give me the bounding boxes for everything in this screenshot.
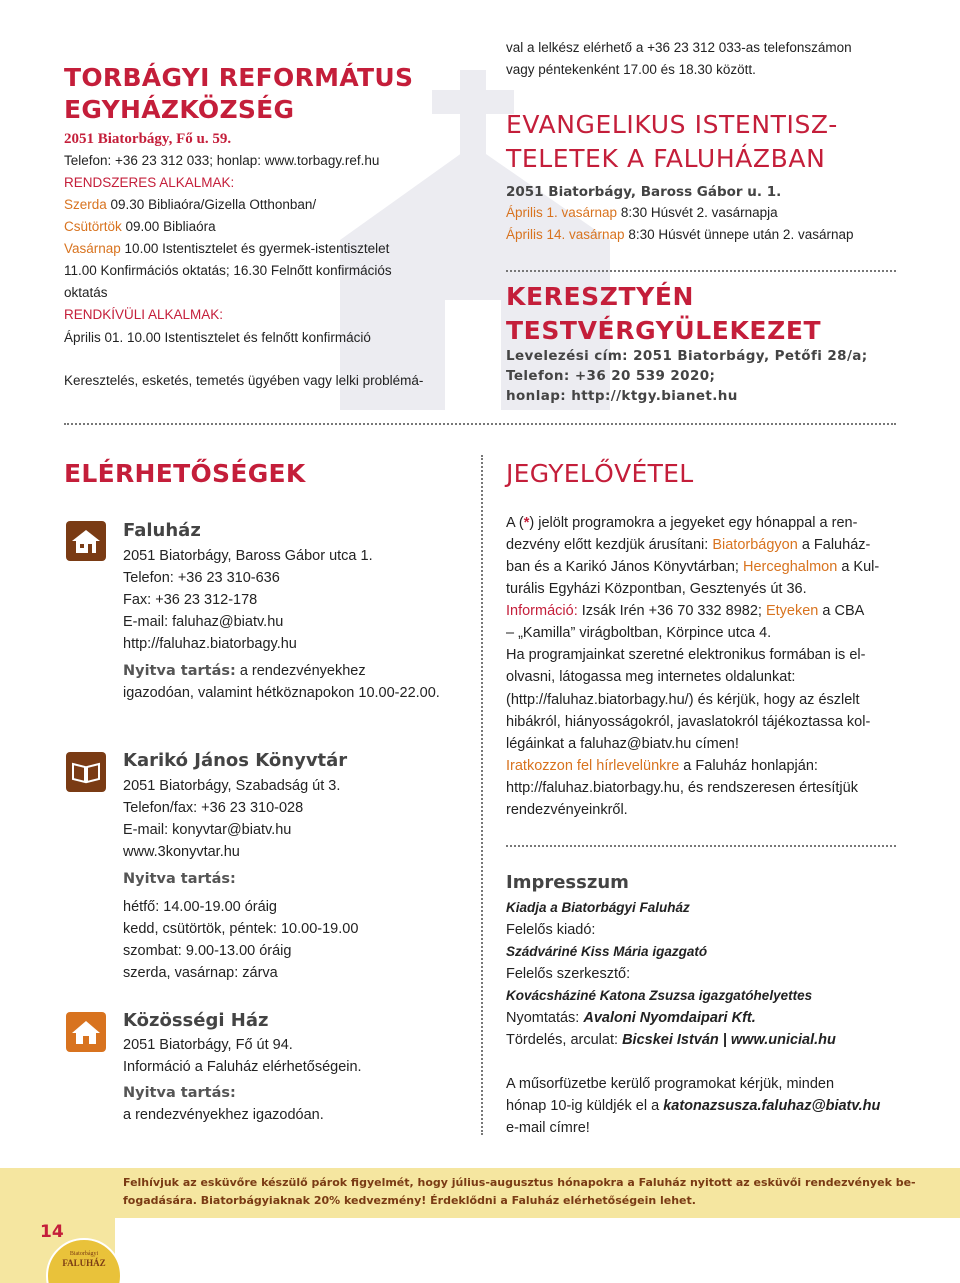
jegy-line-11: légáinkat a faluhaz@biatv.hu címen! xyxy=(506,736,739,752)
torbagyi-line-2: Csütörtök 09.00 Bibliaóra xyxy=(64,219,216,234)
torbagyi-address: 2051 Biatorbágy, Fő u. 59. xyxy=(64,131,232,147)
torbagyi-title: TORBÁGYI REFORMÁTUS EGYHÁZKÖZSÉG xyxy=(64,63,414,124)
torbagyi-line-1: Szerda 09.30 Bibliaóra/Gizella Otthonban/ xyxy=(64,197,317,212)
community-house-icon xyxy=(66,1012,106,1052)
impresszum-line-9: hónap 10-ig küldjék el a katonazsusza.faluhaz@biatv.hu xyxy=(506,1098,881,1114)
kozossegi-line-1: 2051 Biatorbágy, Fő út 94. xyxy=(123,1037,293,1053)
faluhaz-name: Faluház xyxy=(123,520,201,541)
impresszum-line-4: Felelős szerkesztő: xyxy=(506,966,631,982)
logo-top-text: Biatorbágyi xyxy=(69,1251,99,1257)
jegy-line-1: A (*) jelölt programokra a jegyeket egy hónappal a ren- xyxy=(506,515,858,531)
evangelikus-title: EVANGELIKUS ISTENTISZ- TELETEK A FALUHÁZBAN xyxy=(506,110,838,173)
jegy-line-14: rendezvényeinkről. xyxy=(506,802,628,818)
torbagyi-line-6: Április 01. 10.00 Istentisztelet és felnőtt konfirmáció xyxy=(64,330,371,345)
jegy-line-3: ban és a Karikó János Könyvtárban; Herceghalmon a Kul- xyxy=(506,559,880,575)
konyvtar-line-3: E-mail: konyvtar@biatv.hu xyxy=(123,822,292,838)
jegy-line-4: turális Egyházi Központban, Gesztenyés út 36. xyxy=(506,581,807,597)
impresszum-line-3: Szádváriné Kiss Mária igazgató xyxy=(506,944,708,959)
jegy-line-7: Ha programjainkat szeretné elektronikus formában is el- xyxy=(506,647,866,663)
divider-vertical xyxy=(481,455,483,1135)
impresszum-line-10: e-mail címre! xyxy=(506,1120,590,1136)
torbagyi-line-4: 11.00 Konfirmációs oktatás; 16.30 Felnőtt konfirmációs xyxy=(64,263,392,278)
evangelikus-row-1: Április 1. vasárnap 8:30 Húsvét 2. vasárnapja xyxy=(506,205,778,220)
keresztyen-title: KERESZTYÉN TESTVÉRGYÜLEKEZET xyxy=(506,282,822,345)
faluhaz-line-4: E-mail: faluhaz@biatv.hu xyxy=(123,614,284,630)
logo-bottom-text: FALUHÁZ xyxy=(62,1258,106,1268)
kozossegi-open-label: Nyitva tartás: xyxy=(123,1085,236,1101)
faluhaz-line-3: Fax: +36 23 312-178 xyxy=(123,592,258,608)
kozossegi-line-2: Információ a Faluház elérhetőségein. xyxy=(123,1059,362,1075)
impresszum-line-5: Kovácsháziné Katona Zsuzsa igazgatóhelyettes xyxy=(506,988,813,1003)
evangelikus-row-2: Április 14. vasárnap 8:30 Húsvét ünnepe után 2. vasárnap xyxy=(506,227,854,242)
keresztyen-line-2: Telefon: +36 20 539 2020; xyxy=(506,368,716,384)
jegy-line-5: Információ: Izsák Irén +36 70 332 8982; Etyeken a CBA xyxy=(506,603,865,619)
konyvtar-line-4: www.3konyvtar.hu xyxy=(123,844,240,860)
impresszum-title: Impresszum xyxy=(506,872,629,893)
konyvtar-line-2: Telefon/fax: +36 23 310-028 xyxy=(123,800,304,816)
jegy-line-10: hibákról, hiányosságokról, javaslatokról tájékoztassa kol- xyxy=(506,714,871,730)
torbagyi-line-5: oktatás xyxy=(64,285,108,300)
konyvtar-hours-1: hétfő: 14.00-19.00 óráig xyxy=(123,899,277,915)
impresszum-line-7: Tördelés, arculat: Bicskei István | www.unicial.hu xyxy=(506,1032,836,1048)
torbagyi-line-3: Vasárnap 10.00 Istentisztelet és gyermek-istentisztelet xyxy=(64,241,390,256)
evangelikus-address: 2051 Biatorbágy, Baross Gábor u. 1. xyxy=(506,184,782,200)
torbagyi-regular-heading: RENDSZERES ALKALMAK: xyxy=(64,175,235,190)
continued-line-1: val a lelkész elérhető a +36 23 312 033-as telefonszámon xyxy=(506,40,852,55)
divider-middle xyxy=(64,423,896,425)
torbagyi-line-7: Keresztelés, esketés, temetés ügyében vagy lelki problémá- xyxy=(64,373,424,388)
konyvtar-hours-4: szerda, vasárnap: zárva xyxy=(123,965,278,981)
konyvtar-name: Karikó János Könyvtár xyxy=(123,750,348,771)
impresszum-line-2: Felelős kiadó: xyxy=(506,922,596,938)
page-number: 14 xyxy=(40,1222,64,1242)
faluhaz-line-1: 2051 Biatorbágy, Baross Gábor utca 1. xyxy=(123,548,373,564)
faluhaz-open-2: igazodóan, valamint hétköznapokon 10.00-22.00. xyxy=(123,685,440,701)
kozossegi-open-text: a rendezvényekhez igazodóan. xyxy=(123,1107,324,1123)
konyvtar-hours-2: kedd, csütörtök, péntek: 10.00-19.00 xyxy=(123,921,359,937)
jegyelovetel-title: JEGYELŐVÉTEL xyxy=(506,459,694,488)
divider-right-1 xyxy=(506,270,896,272)
impresszum-line-6: Nyomtatás: Avaloni Nyomdaipari Kft. xyxy=(506,1010,756,1026)
jegy-line-13: http://faluhaz.biatorbagy.hu, és rendszeresen értesítjük xyxy=(506,780,858,796)
torbagyi-contact: Telefon: +36 23 312 033; honlap: www.torbagy.ref.hu xyxy=(64,153,380,168)
konyvtar-hours-3: szombat: 9.00-13.00 óráig xyxy=(123,943,292,959)
house-icon xyxy=(66,521,106,561)
impresszum-line-8: A műsorfüzetbe kerülő programokat kérjük, minden xyxy=(506,1076,835,1092)
konyvtar-open-label: Nyitva tartás: xyxy=(123,871,236,887)
footer-line-2: fogadására. Biatorbágyiaknak 20% kedvezmény! Érdeklődni a Faluház elérhetőségein lehet. xyxy=(123,1194,696,1207)
jegy-line-9: (http://faluhaz.biatorbagy.hu/) és kérjük, hogy az észlelt xyxy=(506,692,860,708)
torbagyi-special-heading: RENDKÍVÜLI ALKALMAK: xyxy=(64,307,224,322)
faluhaz-line-5: http://faluhaz.biatorbagy.hu xyxy=(123,636,297,652)
impresszum-line-1: Kiadja a Biatorbágyi Faluház xyxy=(506,900,690,915)
jegy-line-8: olvasni, látogassa meg internetes oldalunkat: xyxy=(506,669,796,685)
book-icon xyxy=(66,752,106,792)
elerhetosegek-title: ELÉRHETŐSÉGEK xyxy=(64,459,306,488)
jegy-line-6: – „Kamilla” virágboltban, Körpince utca 4. xyxy=(506,625,772,641)
konyvtar-line-1: 2051 Biatorbágy, Szabadság út 3. xyxy=(123,778,341,794)
jegy-line-2: dezvény előtt kezdjük árusítani: Biatorbágyon a Faluház- xyxy=(506,537,871,553)
faluhaz-open: Nyitva tartás: a rendezvényekhez xyxy=(123,663,366,679)
divider-right-2 xyxy=(506,845,896,847)
keresztyen-line-1: Levelezési cím: 2051 Biatorbágy, Petőfi 28/a; xyxy=(506,348,868,364)
faluhaz-line-2: Telefon: +36 23 310-636 xyxy=(123,570,280,586)
continued-line-2: vagy péntekenként 17.00 és 18.30 között. xyxy=(506,62,756,77)
keresztyen-line-3: honlap: http://ktgy.bianet.hu xyxy=(506,388,738,404)
jegy-line-12: Iratkozzon fel hírlevelünkre a Faluház honlapján: xyxy=(506,758,818,774)
footer-line-1: Felhívjuk az esküvőre készülő párok figyelmét, hogy július-augusztus hónapokra a Faluház nyitott az esküvői rendezvények be- xyxy=(123,1176,916,1189)
kozossegi-name: Közösségi Ház xyxy=(123,1010,269,1031)
